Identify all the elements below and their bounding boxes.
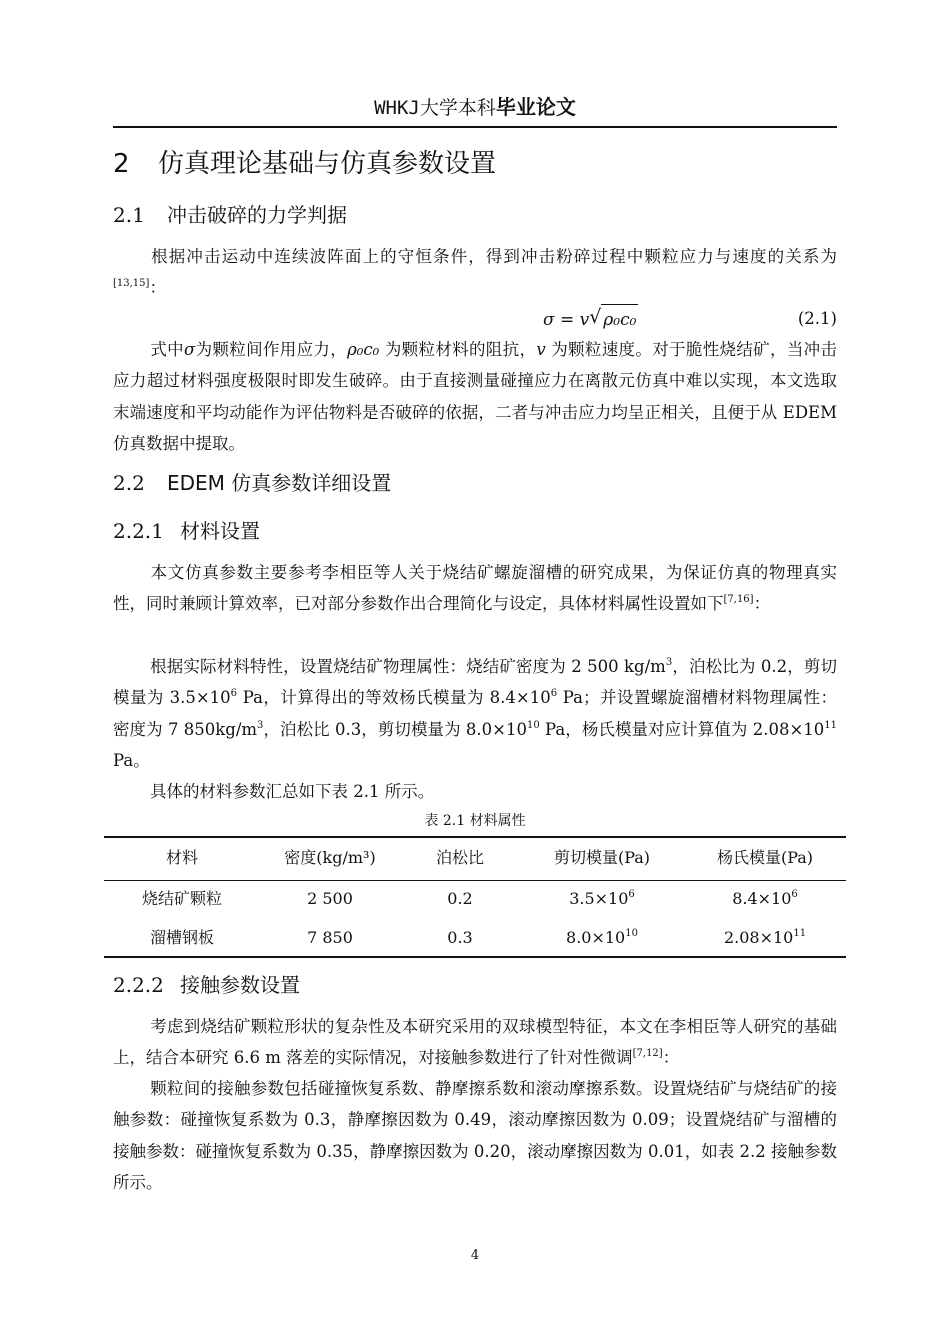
- table-top-rule: [104, 836, 846, 838]
- paragraph-text: 具体的材料参数汇总如下表 2.1 所示。: [150, 782, 435, 801]
- page-number: 4: [470, 1248, 480, 1263]
- paragraph-2-2-1-intro: [113, 557, 837, 620]
- equation-number: (2.1): [797, 309, 837, 328]
- table-caption: 表 2.1 材料属性: [424, 813, 526, 829]
- paragraph-2-1-intro: [113, 241, 837, 304]
- paragraph-text: Pa，计算得出的等效杨氏模量为 8.4×10: [237, 688, 551, 708]
- table-cell-young: [684, 881, 846, 917]
- paragraph-text: 根据实际材料特性，设置烧结矿物理属性：烧结矿密度为 2 500 kg/m: [150, 657, 666, 676]
- header-title-left: WHKJ大学本科: [374, 97, 496, 119]
- value-exponent: 6: [628, 889, 635, 900]
- paragraph-text: 为颗粒间作用应力，: [195, 340, 348, 359]
- table-cell-material: 溜槽钢板: [149, 928, 214, 947]
- paragraph-text: 本文仿真参数主要参考李相臣等人关于烧结矿螺旋溜槽的研究成果，为保证仿真的物理真实性，同时兼顾计算效率，已对部分参数作出合理简化与设定，具体材料属性设置如下: [113, 563, 837, 614]
- chapter-heading: [113, 146, 496, 182]
- symbol-sigma: σ: [184, 340, 196, 359]
- table-header-row: [104, 840, 846, 876]
- value-base: 8.4×10: [732, 889, 792, 908]
- table-header-cell: 杨氏模量(Pa): [716, 848, 814, 867]
- section-number: 2.2: [113, 471, 145, 495]
- subsection-heading-2-2-1: [113, 516, 260, 546]
- paragraph-text: 颗粒间的接触参数包括碰撞恢复系数、静摩擦系数和滚动摩擦系数。设置烧结矿与烧结矿的接触参数：碰撞恢复系数为 0.3，静摩擦因数为 0.49，滚动摩擦因数为 0.09；设置烧结矿与溜槽的接触参数：碰撞恢复系数为 0.35，静摩擦因数为 0.20，滚动摩擦因数为 0.01，如表 2.2 接触参数所示。: [113, 1079, 837, 1192]
- paragraph-punct: ：: [753, 594, 771, 614]
- value-base: 2.08×10: [723, 928, 794, 947]
- subsection-number: 2.2.1: [113, 519, 164, 543]
- section-title: EDEM 仿真参数详细设置: [167, 471, 392, 495]
- paragraph-text: 式中: [150, 340, 184, 359]
- paragraph-text: 根据冲击运动中连续波阵面上的守恒条件，得到冲击粉碎过程中颗粒应力与速度的关系为: [150, 247, 837, 266]
- paragraph-text: 为颗粒材料的阻抗，: [379, 340, 537, 359]
- paragraph-punct: ：: [149, 278, 166, 298]
- paragraph-2-2-2-intro: [113, 1011, 837, 1074]
- table-cell-material: 烧结矿颗粒: [141, 889, 222, 908]
- section-number: 2.1: [113, 203, 145, 227]
- table-cell-poisson: 0.2: [447, 889, 473, 908]
- superscript: 3: [665, 657, 673, 668]
- table-cell-density: 7 850: [307, 928, 353, 947]
- paragraph-2-2-1-summary: [113, 776, 837, 807]
- value-base: 8.0×10: [566, 928, 626, 947]
- table-row: [104, 920, 846, 956]
- subsection-title: 接触参数设置: [180, 973, 300, 997]
- subsection-title: 材料设置: [180, 519, 260, 543]
- chapter-title: 仿真理论基础与仿真参数设置: [158, 149, 497, 179]
- paragraph-text: ，泊松比 0.3，剪切模量为 8.0×10: [263, 719, 527, 739]
- section-title: 冲击破碎的力学判据: [167, 203, 347, 227]
- citation: [7,16]: [723, 594, 754, 606]
- value-exponent: 11: [793, 928, 807, 939]
- section-heading-2-2: [113, 468, 391, 498]
- subsection-number: 2.2.2: [113, 973, 164, 997]
- subsection-heading-2-2-2: [113, 970, 300, 1000]
- paragraph-punct: ：: [662, 1048, 680, 1068]
- citation: [13,15]: [113, 278, 150, 290]
- table-header-cell: 剪切模量(Pa): [553, 848, 651, 867]
- citation: [7,12]: [632, 1048, 663, 1060]
- superscript: 11: [824, 719, 838, 731]
- header-rule: [113, 126, 837, 128]
- table-bottom-rule: [104, 956, 846, 958]
- table-row: [104, 881, 846, 917]
- value-base: 3.5×10: [569, 889, 629, 908]
- paragraph-text: 为颗粒速度。对于脆性烧结矿，当冲击应力超过材料强度极限时即发生破碎。由于直接测量碰撞应力在离散元仿真中难以实现，本文选取末端速度和平均动能作为评估物料是否破碎的依据，二者与冲击应力均呈正相关，且便于从 EDEM 仿真数据中提取。: [113, 340, 838, 453]
- equation-radicand: ρ₀c₀: [601, 304, 638, 335]
- superscript: 6: [550, 688, 558, 700]
- paragraph-text: Pa。: [113, 750, 150, 770]
- paragraph-text: Pa，杨氏模量对应计算值为 2.08×10: [539, 719, 825, 739]
- chapter-number: 2: [113, 149, 130, 179]
- table-header-cell: 泊松比: [435, 848, 484, 867]
- paragraph-text: Pa；并设置螺旋溜槽材料物理属性：密度为 7 850kg/m: [113, 688, 837, 739]
- paragraph-text: ，泊松比为 0.2，剪切模量为 3.5×10: [113, 657, 837, 708]
- paragraph-2-2-1-properties: [113, 651, 837, 776]
- table-header-cell: 材料: [165, 848, 198, 867]
- table-header-cell: 密度(kg/m³): [284, 848, 376, 867]
- table-cell-density: 2 500: [307, 889, 353, 908]
- symbol-v: v: [536, 340, 546, 359]
- value-exponent: 6: [791, 889, 798, 900]
- equation-formula: [543, 304, 638, 335]
- paragraph-text: 考虑到烧结矿颗粒形状的复杂性及本研究采用的双球模型特征，本文在李相臣等人研究的基础上，结合本研究 6.6 m 落差的实际情况，对接触参数进行了针对性微调: [113, 1017, 837, 1068]
- equation-lhs: σ = v: [543, 310, 590, 330]
- running-header: [113, 92, 837, 123]
- table-cell-shear: [520, 881, 684, 917]
- superscript: 3: [257, 719, 264, 731]
- equation-2-1: [113, 304, 837, 334]
- sqrt-symbol: [589, 304, 638, 335]
- paragraph-2-1-explanation: [113, 334, 837, 459]
- header-title-right: 毕业论文: [495, 95, 576, 119]
- paragraph-2-2-2-contact: [113, 1073, 837, 1198]
- table-cell-young: [684, 920, 846, 956]
- superscript: 6: [230, 688, 238, 700]
- value-exponent: 10: [625, 928, 638, 939]
- section-heading-2-1: [113, 200, 347, 230]
- table-cell-shear: [520, 920, 684, 956]
- superscript: 10: [527, 719, 540, 731]
- symbol-rho-c: ρ₀c₀: [347, 340, 380, 359]
- table-cell-poisson: 0.3: [447, 928, 473, 947]
